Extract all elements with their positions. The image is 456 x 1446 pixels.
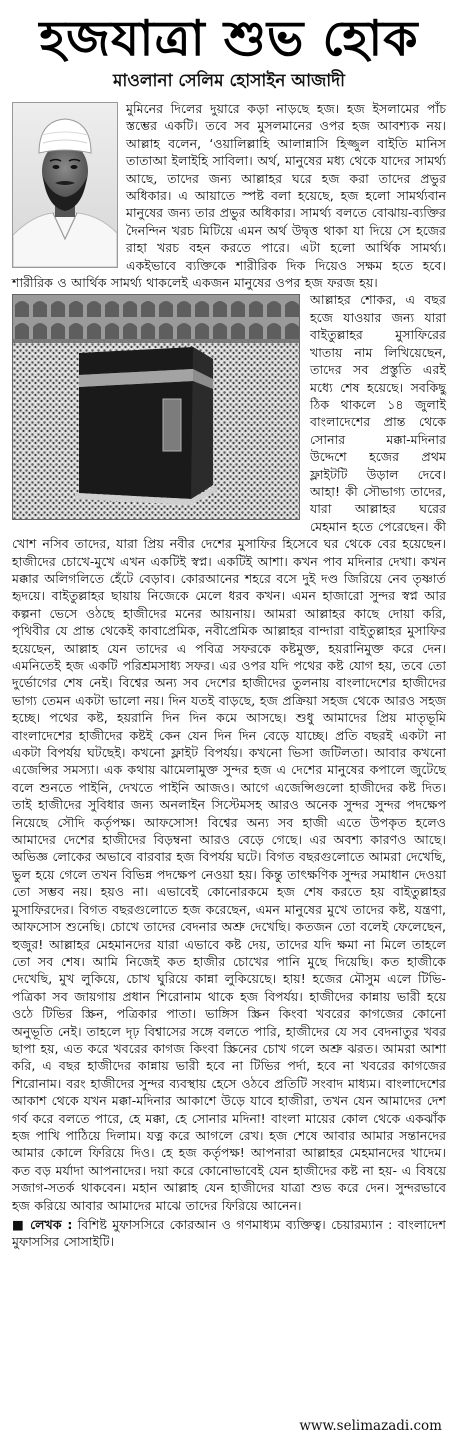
article-paragraph-text: আল্লাহর শোকর, এ বছর হজে যাওয়ার জন্য যারা বাইতুল্লাহর মুসাফিরের খাতায় নাম লিখিয়েছেন, তাদের সব প্রস্তুতি এরই মধ্যে শেষ হয়েছে। সবকিছু ঠিক থাকলে ১৪ জুলাই বাংলাদেশের প্রান্ত থেকে সোনার মক্কা-মদিনার উদ্দেশে হজের প্রথম ফ্লাইটটি উড়াল দেবে। আহা! কী সৌভাগ্য তাদের, যারা আল্লাহর ঘরের মেহমান হতে পেরেছেন। কী খোশ নসিব তাদের, যারা প্রিয় নবীর দেশের মুসাফির হিসেবে ঘর থেকে বের হয়েছেন। হাজীদের চোখে-মুখে এখন একটিই স্বপ্ন। একটিই আশা। কখন পাব মদিনার দেখা। কখন মক্কার অলিগলিতে হেঁটে বেড়াব। কোরআনের শহরে বসে দুই দণ্ড জিরিয়ে নেব তৃষ্ণার্ত হৃদয়ে। বাইতুল্লাহর ছায়ায় নিজেকে মেলে ধরব কখন। এমন হাজারো সুন্দর স্বপ্ন আর কল্পনা ভেসে ওঠছে হাজীদের মনের আয়নায়। আমরা আল্লাহর কাছে দোয়া করি, পৃথিবীর যে প্রান্ত থেকেই কাবাপ্রেমিক, নবীপ্রেমিক আল্লাহর বান্দারা বাইতুল্লাহর মুসাফির হয়েছেন, আল্লাহ যেন তাদের এ পবিত্র সফরকে কষ্টমুক্ত, হয়রানিমুক্ত করে দেন। এমনিতেই হজ একটি পরিশ্রমসাধ্য সফর। এর ওপর যদি পথের কষ্ট যোগ হয়, তবে তো দুর্ভোগের শেষ নেই। বিশ্বের অন্য সব দেশের হাজীদের তুলনায় বাংলাদেশের হাজীদের ভাগ্য তেমন একটা ভালো নয়। দিন যতই বাড়ছে, হজ প্রক্রিয়া সহজ থেকে আরও সহজ হচ্ছে। পথের কষ্ট, হয়রানি দিন দিন কমে আসছে। শুধু আমাদের প্রিয় মাতৃভূমি বাংলাদেশের হাজীদের কষ্টই কেন যেন দিন দিন বেড়ে যাচ্ছে। প্রতি বছরই একটা না একটা বিপর্যয় ঘটছেই। কখনো ফ্লাইট বিপর্যয়। কখনো ভিসা জটিলতা। আবার কখনো এজেন্সির সমস্যা। এক কথায় ঝামেলামুক্ত সুন্দর হজ এ দেশের মানুষের কপালে জুটেছে বলে শুনতে পাইনি, দেখতে পাইনি আজও। আগে এজেন্সিগুলো হাজীদের কষ্ট দিত। তাই হাজীদের সুবিধার জন্য অনলাইন সিস্টেমসহ আরও অনেক সুন্দর সুন্দর পদক্ষেপ নিয়েছে সৌদি কর্তৃপক্ষ। আফসোস! বিশ্বের অন্য সব হাজী এতে উপকৃত হলেও আমাদের দেশের হাজীদের বিড়ম্বনা আরও বেড়ে গেছে। এর অবশ্য কারণও আছে। অভিজ্ঞ লোকের অভাবে বারবার হজ বিপর্যয় ঘটে। বিগত বছরগুলোতে আমরা দেখেছি, ভুল হয়ে গেলে তখন বিভিন্ন পদক্ষেপ নেওয়া হয়। কিন্তু তাৎক্ষণিক সুন্দর সমাধান দেওয়া তো সম্ভব নয়। হয়ও না। এভাবেই কোনোরকমে হজ শেষ করতে হয় বাইতুল্লাহর মুসাফিরদের। বিগত বছরগুলোতে হজ করেছেন, এমন মানুষের মুখে তাদের কষ্ট, যন্ত্রণা, আফসোস শুনেছি। চোখে তাদের বেদনার অশ্রু দেখেছি। কতজন তো বলেই ফেলেছেন, হুজুর! আল্লাহর মেহমানদের যারা এভাবে কষ্ট দেয়, তাদের যদি ক্ষমা না মিলে তাহলে তো সব শেষ। আমি নিজেই কত হাজীর চোখের পানি মুছে দিয়েছি। কত হাজীকে দেখেছি, মুখ লুকিয়ে, চোখ ঘুরিয়ে কান্না লুকিয়েছে। হায়! হজের মৌসুম এলে টিভি-পত্রিকা সব জায়গায় প্রধান শিরোনাম থাকে হজ বিপর্যয়। হাজীদের কান্নায় ভারী হয়ে ওঠে টিভির স্ক্রিন, পত্রিকার পাতা। ভাঙ্গিস স্ক্রিন কিংবা খবরের কাগজের কোনো অনুভূতি নেই। তাহলে দৃঢ় বিশ্বাসের সঙ্গে বলতে পারি, হাজীদের যে সব বেদনাতুর খবর ছাপা হয়, এত করে খবরের কাগজ কিংবা স্ক্রিনের চোখ গলে অশ্রু ঝরত। আমরা আশা করি, এ বছর হাজীদের কান্নায় ভারী হবে না টিভির পর্দা, হবে না খবরের কাগজের শিরোনাম। বরং হাজীদের সুন্দর ব্যবস্থায় হেসে ওঠবে প্রতিটি সংবাদ মাধ্যম। বাংলাদেশের আকাশ থেকে যখন মক্কা-মদিনার আকাশে উড়ে যাবে হাজীরা, তখন যেন আমাদের দেশ গর্ব করে বলতে পারে, হে মক্কা, হে সোনার মদিনা! বাংলা মায়ের কোল থেকে একঝাঁক হজ পাখি পাঠিয়ে দিলাম। যত্ন করে আগলে রেখ। হজ শেষে আবার আমার সন্তানদের আমার কোলে ফিরিয়ে দিও। হে হজ কর্তৃপক্ষ! আপনারা আল্লাহর মেহমানদের খাদেম। কত বড় মর্যাদা আপনাদের। দয়া করে কোনোভাবেই যেন হাজীদের কষ্ট না হয়- এ বিষয়ে সজাগ-সতর্ক থাকবেন। মহান আল্লাহ যেন হাজীদের যাত্রা শুভ করে দেন। সুন্দরভাবে হজ করিয়ে আবার আমাদের মাঝে তাদের ফিরিয়ে আনেন। (12, 292, 446, 1213)
writer-label: লেখক : (30, 1217, 73, 1232)
article-headline: হজযাত্রা শুভ হোক (39, 9, 419, 67)
article-author: মাওলানা সেলিম হোসাইন আজাদী (112, 71, 346, 91)
website-link[interactable]: www.selimazadi.com (299, 1418, 442, 1434)
article-body (12, 100, 446, 1250)
kaaba-crowd-photo (12, 294, 300, 520)
author-portrait (12, 102, 118, 268)
article-paragraph (12, 291, 446, 1214)
square-bullet-icon: ■ (12, 1217, 25, 1232)
writer-info: বিশিষ্ট মুফাসসিরে কোরআন ও গণমাধ্যম ব্যক্তিত্ব। চেয়ারম্যান : বাংলাদেশ মুফাসসির সোসাইটি। (12, 1217, 446, 1249)
article-paragraph: মুমিনের দিলের দুয়ারে কড়া নাড়ছে হজ। হজ ইসলামের পাঁচ স্তম্ভের একটি। তবে সব মুসলমানের ওপর হজ আবশ্যক নয়। আল্লাহ বলেন, ‘ওয়ালিল্লাহি আলান্নাসি হিজ্জুল বাইতি মানিস তাতাআ ইলাইহি সাবিলা। অর্থ, মানুষের মধ্য থেকে যাদের সামর্থ্য আছে, তাদের জন্য আল্লাহর ঘরে হজ করা তাদের প্রভুর অধিকার। এ আয়াতে স্পষ্ট বলা হয়েছে, হজ হলো সামর্থ্যবান মানুষের জন্য তার প্রভুর অধিকার। সামর্থ্য বলতে বোঝায়-ব্যক্তির দৈনন্দিন খরচ মিটিয়ে এমন অর্থ উদ্বৃত্ত থাকা যা দিয়ে সে হজের রাহা খরচ বহন করতে পারে। এটা হলো আর্থিক সামর্থ্য। একইভাবে ব্যক্তিকে শারীরিক দিক দিয়েও সক্ষম হতে হবে। শারীরিক ও আর্থিক সামর্থ্য থাকলেই একজন মানুষের ওপর হজ ফরজ হয়। (12, 101, 446, 291)
writer-note (12, 1216, 446, 1250)
